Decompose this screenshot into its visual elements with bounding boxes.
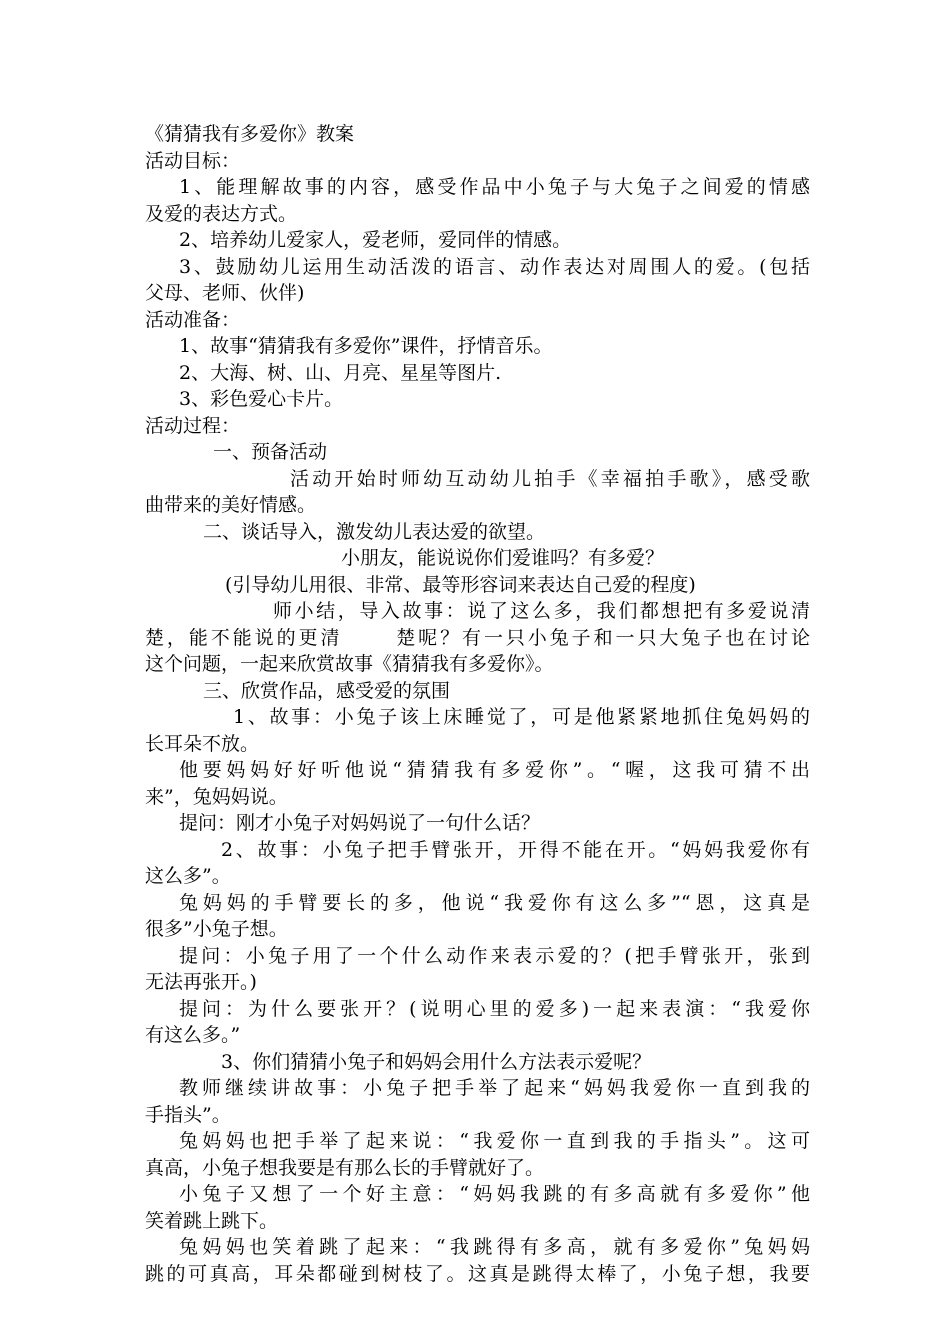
document-title: 《猜猜我有多爱你》教案 [145,123,355,145]
story-part-3-line-5: 小兔子又想了一个好主意：“妈妈我跳的有多高就有多爱你”他 [179,1183,810,1205]
story-part-2-line-1: 2、故事：小兔子把手臂张开，开得不能在开。“妈妈我爱你有 [221,838,810,861]
goal-1-line-1: 1、能理解故事的内容，感受作品中小兔子与大兔子之间爱的情感 [179,176,810,198]
step-3-heading: 三、欣赏作品，感受爱的氛围 [203,679,451,702]
prep-item-3: 3、彩色爱心卡片。 [179,388,344,410]
step-1-text-line-1: 活动开始时师幼互动幼儿拍手《幸福拍手歌》，感受歌 [290,467,810,490]
story-part-1-line-2: 长耳朵不放。 [145,732,260,755]
story-part-3-line-6: 笑着跳上跳下。 [145,1209,279,1232]
step-2-question: 小朋友，能说说你们爱谁吗？有多爱？ [341,547,665,569]
story-part-3-line-1: 教师继续讲故事：小兔子把手举了起来“妈妈我爱你一直到我的 [179,1077,810,1099]
story-part-1-line-1: 1、故事：小兔子该上床睡觉了，可是他紧紧地抓住兔妈妈的 [233,706,810,728]
story-part-1-line-4: 来”，兔妈妈说。 [145,785,288,808]
step-2-heading: 二、谈话导入，激发幼儿表达爱的欲望。 [203,520,546,543]
goal-3-line-1: 3、鼓励幼儿运用生动活泼的语言、动作表达对周围人的爱。(包括 [179,255,810,278]
step-2-summary-line-1: 师小结，导入故事：说了这么多，我们都想把有多爱说清 [273,600,810,622]
step-2-guidance: (引导幼儿用很、非常、最等形容词来表达自己爱的程度) [225,573,696,596]
story-part-3-line-4: 真高，小兔子想我要是有那么长的手臂就好了。 [145,1156,545,1179]
question-3-line-1: 提问：为什么要张开？(说明心里的爱多)一起来表演：“我爱你 [179,997,810,1020]
story-part-2-line-4: 很多”小兔子想。 [145,918,288,940]
lesson-plan-body [145,121,810,1287]
story-part-1-line-3: 他要妈妈好好听他说“猜猜我有多爱你”。“喔，这我可猜不出 [179,759,810,781]
story-part-3-line-2: 手指头”。 [145,1103,231,1126]
story-part-3-question: 3、你们猜猜小兔子和妈妈会用什么方法表示爱呢？ [221,1050,652,1073]
section-heading-preparation: 活动准备： [145,308,241,331]
section-heading-goals: 活动目标： [145,149,241,172]
goal-3-line-2: 父母、老师、伙伴) [145,282,305,304]
story-part-3-line-3: 兔妈妈也把手举了起来说：“我爱你一直到我的手指头”。这可 [179,1130,810,1152]
story-part-2-line-3: 兔妈妈的手臂要长的多，他说“我爱你有这么多”“恩，这真是 [179,891,810,914]
prep-item-1: 1、故事“猜猜我有多爱你”课件，抒情音乐。 [179,335,553,357]
story-part-2-line-2: 这么多”。 [145,865,231,887]
goal-2: 2、培养幼儿爱家人，爱老师，爱同伴的情感。 [179,229,572,251]
step-1-heading: 一、预备活动 [213,441,328,463]
step-1-text-line-2: 曲带来的美好情感。 [145,494,317,516]
question-2-line-1: 提问：小兔子用了一个什么动作来表示爱的？(把手臂张开，张到 [179,944,810,967]
question-1: 提问：刚才小兔子对妈妈说了一句什么话？ [179,812,541,834]
step-2-summary-line-2: 楚，能不能说的更清 楚呢？有一只小兔子和一只大兔子也在讨论 [145,626,810,649]
goal-1-line-2: 及爱的表达方式。 [145,202,298,225]
story-part-3-line-8: 跳的可真高，耳朵都碰到树枝了。这真是跳得太棒了，小兔子想，我要 [145,1262,810,1285]
section-heading-process: 活动过程： [145,414,241,437]
question-3-line-2: 有这么多。” [145,1024,241,1046]
prep-item-2: 2、大海、树、山、月亮、星星等图片. [179,361,502,384]
step-2-summary-line-3: 这个问题，一起来欣赏故事《猜猜我有多爱你》。 [145,653,554,675]
story-part-3-line-7: 兔妈妈也笑着跳了起来：“我跳得有多高，就有多爱你”兔妈妈 [179,1236,810,1258]
question-2-line-2: 无法再张开。) [145,971,257,993]
